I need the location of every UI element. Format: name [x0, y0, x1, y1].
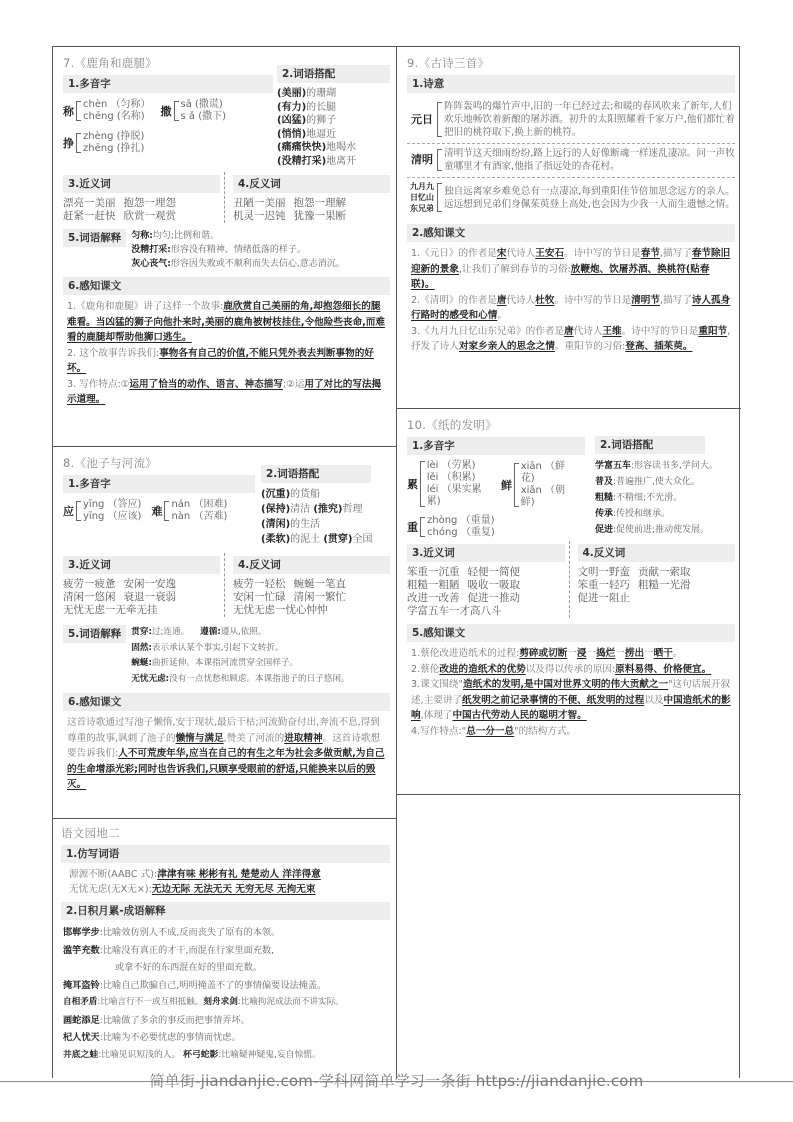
lesson9-text-body: 1.《元日》的作者是宋代诗人王安石。诗中写的节日是春节,描写了春节除旧迎新的景象,让我们了解到春节的习俗:放鞭炮、饮屠苏酒、换桃符(贴春联)。 2.《清明》的作者是唐代诗人杜牧。诗中写的节日是清明节,描写了诗人孤身行路时的感受和心情。 3.《九月九日忆山东兄弟》的作者是唐代诗人王维。诗中写的节日是重阳节,抒发了诗人对家乡亲人的思念之情。重阳节的习俗:登高、插茱萸。 — [411, 248, 731, 352]
lesson10-panel — [397, 409, 741, 795]
poem-item: 九月九日忆山东兄弟 独自远离家乡难免总有一点凄凉,每到重阳佳节倍加思念远方的亲人。远远想到兄弟们身佩茱萸登上高处,也会因为少我一人而生遗憾之情。 — [410, 182, 735, 213]
collocation-item: (保持)清洁 (推究)哲理 — [261, 504, 363, 515]
collocation-item: (有力)的长腿 — [277, 101, 337, 113]
lesson8-collocation-heading: 2.词语搭配 — [261, 465, 371, 483]
idiom-item: 井底之蛙:比喻见识短浅的人。 杯弓蛇影:比喻疑神疑鬼,妄自惊慌。 — [63, 1049, 321, 1060]
collocation-item: 粗糙:不精细;不光滑。 — [595, 493, 683, 503]
garden2-imitate-heading: 1.仿写词语 — [61, 845, 390, 863]
lesson7-explain-heading: 5.词语解释 — [63, 229, 126, 247]
collocation-item: (痛痛快快)地喝水 — [277, 142, 357, 153]
poem-list — [407, 97, 735, 218]
bracket-icon — [437, 183, 442, 212]
lesson7-antonyms-heading: 4.反义词 — [233, 175, 390, 193]
lesson8-panel — [53, 447, 397, 819]
polyphone-group: 撒 sā (撒谎) s ǎ (撒下) — [160, 99, 227, 122]
bracket-icon — [437, 149, 442, 171]
collocation-item: (美丽)的珊瑚 — [277, 88, 337, 99]
idiom-item: 杞人忧天:比喻为不必要忧虑的事情而忧虑。 — [63, 1032, 241, 1043]
lesson7-text-body: 1.《鹿角和鹿腿》讲了这样一个故事:鹿欣赏自己美丽的角,却抱怨细长的腿难看。当凶猛的狮子向他扑来时,美丽的鹿角被树枝挂住,令他险些丧命,而难看的鹿腿却帮助他狮口逃生。 2. 这个故事告诉我们:事物各有自己的价值,不能只凭外表去判断事物的好坏。 3. 写作特点:①运用了恰当的动作、语言、神态描写;②运用了对比的写法揭示道理。 — [67, 301, 385, 405]
lesson10-synonyms-heading: 3.近义词 — [407, 544, 565, 562]
garden2-title: 语文园地二 — [61, 826, 120, 840]
bracket-icon — [76, 101, 81, 121]
bracket-icon — [420, 461, 425, 507]
collocation-item: (沉重)的货船 — [261, 489, 321, 500]
garden2-idioms-heading: 2.日积月累-成语解释 — [61, 902, 390, 920]
lesson8-polyphone-heading: 1.多音字 — [63, 475, 255, 493]
footer-watermark: 简单街-jiandanjie.com-学科网简单学习一条街 https://jiandanjie.com — [149, 1072, 644, 1090]
lesson8-explain-heading: 5.词语解释 — [63, 625, 126, 643]
lesson9-title: 9.《古诗三首》 — [407, 56, 490, 70]
antonym-list: 疲劳一轻松 蜿蜒一笔直 安闲一忙碌 清闲一繁忙 无忧无虑一忧心忡忡 — [233, 578, 346, 616]
bracket-icon — [76, 501, 81, 521]
bracket-icon — [164, 501, 169, 521]
synonym-list: 疲劳一疲惫 安闲一安逸 清闲一悠闲 衰退一衰弱 无忧无虑一无牵无挂 — [63, 578, 176, 616]
lesson7-polyphone-heading: 1.多音字 — [63, 75, 273, 93]
lesson10-collocation-heading: 2.词语搭配 — [595, 436, 705, 454]
collocation-item: 促进:促使前进;推动使发展。 — [595, 525, 710, 535]
polyphone-group: 称 chèn （匀称） chēng (名称) — [63, 99, 151, 122]
lesson7-text-heading: 6.感知课文 — [63, 277, 390, 295]
idiom-item: 滥竽充数:比喻没有真正的才干,而混在行家里面充数, — [63, 944, 275, 956]
bracket-icon — [174, 101, 179, 121]
polyphone-group: 重 zhòng （重量) chóng （重复) — [407, 515, 495, 538]
lesson10-text-body: 1.蔡伦改进造纸术的过程:剪碎或切断一浸一捣烂一捞出一晒干。 2.蔡伦改进的造纸术的优势以及得以传承的原因:原料易得、价格便宜。 3.课文围绕"造纸术的发明,是中国对世界文明的伟大贡献之一"这句话展开叙述,主要讲了纸发明之前记录事情的不便、纸发明的过程以及中国造纸术的影响,体现了中国古代劳动人民的聪明才智。 4.写作特点:"总一分一总"的结构方式。 — [411, 648, 731, 737]
collocation-item: (没精打采)地离开 — [277, 155, 357, 167]
lesson7-synonyms-heading: 3.近义词 — [63, 175, 220, 193]
collocation-item: (清闲)的生活 — [261, 519, 321, 530]
lesson9-text-heading: 2.感知课文 — [407, 224, 735, 242]
lesson8-text-heading: 6.感知课文 — [63, 693, 390, 711]
lesson10-title: 10.《纸的发明》 — [407, 418, 497, 432]
bracket-icon — [420, 517, 425, 537]
lesson7-title: 7.《鹿角和鹿腿》 — [63, 56, 158, 70]
collocation-item: 学富五车:形容读书多,学问大。 — [595, 461, 718, 471]
lesson9-meaning-heading: 1.诗意 — [407, 75, 735, 93]
lesson9-panel — [397, 47, 741, 409]
collocation-item: 普及:普遍推广,使大众化。 — [595, 477, 700, 487]
lesson10-polyphone-heading: 1.多音字 — [407, 437, 585, 455]
collocation-item: (柔软)的泥土 (贯穿)全国 — [261, 534, 373, 545]
synonym-list: 漂亮一美丽 抱怨一埋怨 赶紧一赶快 欣赏一观赏 — [63, 197, 176, 222]
idiom-item: 邯郸学步:比喻效仿别人不成,反而丧失了原有的本领。 — [63, 927, 281, 938]
synonym-list: 笨重一沉重 轻便一简便 粗糙一粗陋 吸收一吸取 改进一改善 促进一推动 学富五车一才高八斗 — [407, 566, 520, 617]
lesson7-collocation-heading: 2.词语搭配 — [277, 65, 390, 83]
collocation-item: (凶猛)的狮子 — [277, 115, 337, 126]
idiom-item: 自相矛盾:比喻言行不一或互相抵触。刻舟求剑:比喻拘泥成法而不讲实际。 — [63, 997, 344, 1007]
collocation-item: (悄悄)地逼近 — [277, 128, 337, 140]
antonym-list: 文明一野蛮 贡献一索取 笨重一轻巧 粗糙一光滑 促进一阻止 — [577, 566, 691, 604]
imitate-row: 源源不断(AABC 式):津津有味 彬彬有礼 楚楚动人 洋洋得意 — [69, 869, 321, 880]
garden2-panel — [53, 819, 397, 1079]
poem-item: 清明 清明节这天细雨纷纷,路上远行的人好像断魂一样迷乱凄凉。问一声牧童哪里才有酒家,他指了指远处的杏花村。 — [407, 144, 735, 178]
lesson8-synonyms-heading: 3.近义词 — [63, 556, 220, 574]
bracket-icon — [76, 133, 81, 153]
study-sheet — [52, 46, 740, 1078]
poem-item: 元日 阵阵轰鸣的爆竹声中,旧的一年已经过去;和暖的春风吹来了新年,人们欢乐地畅饮着新酿的屠苏酒。初升的太阳照耀着千家万户,他们都忙着把旧的桃符取下,换上新的桃符。 — [407, 97, 735, 144]
explain-list: 匀称:均匀;比例和谐。 没精打采:形容没有精神、情绪低落的样子。 灰心丧气:形容因失败或不顺利而失去信心,意志消沉。 — [131, 231, 345, 269]
idiom-list: 邯郸学步:比喻效仿别人不成,反而丧失了原有的本领。 滥竽充数:比喻没有真正的才干,而混在行家里面充数, 或拿不好的东西混在好的里面充数。 掩耳盗铃:比喻自己欺骗自己,明明掩盖不了的事情偏要设法掩盖。 自相矛盾:比喻言行不一或互相抵触。刻舟求剑:比喻拘泥成法而不讲实际。 画蛇添足:比喻做了多余的事反而把事情弄坏。 杞人忧天:比喻为不必要忧虑的事情而忧虑。 井底之蛙:比喻见识短浅的人。 杯弓蛇影:比喻疑神疑鬼,妄自惊慌。 — [61, 924, 390, 1064]
polyphone-group: 难 nán （困难) nàn （苦难) — [151, 499, 228, 522]
polyphone-group: 鲜 xiān （鲜花) xiǎn （朝鲜) — [500, 461, 566, 508]
lesson10-text-heading: 5.感知课文 — [407, 624, 735, 642]
lesson8-antonyms-heading: 4.反义词 — [233, 556, 390, 574]
bracket-icon — [514, 463, 519, 507]
polyphone-group: 挣 zhèng (挣脱) zhēng (挣扎) — [63, 131, 145, 154]
antonym-list: 丑陋一美丽 抱怨一理解 机灵一迟钝 犹豫一果断 — [233, 197, 346, 222]
lesson8-title: 8.《池子与河流》 — [63, 456, 158, 470]
idiom-item: 掩耳盗铃:比喻自己欺骗自己,明明掩盖不了的事情偏要设法掩盖。 — [63, 979, 327, 991]
explain-list: 贯穿:过;连通。 遵循:遵从,依照。 固然:表示承认某个事实,引起下文转折。 蜿蜒:曲折延伸。本课指河流贯穿全国样子。 无忧无虑:没有一点忧愁和顾虑。本课指池子的日子悠闲。 — [131, 627, 350, 684]
lesson7-panel — [53, 47, 397, 447]
imitate-row: 无忧无虑(无X无×):无边无际 无法无天 无穷无尽 无拘无束 — [69, 884, 316, 895]
bracket-icon — [437, 102, 442, 137]
idiom-item: 画蛇添足:比喻做了多余的事反而把事情弄坏。 — [63, 1014, 250, 1026]
polyphone-group: 应 yīng （答应) yīng （应该) — [63, 499, 142, 522]
lesson8-text-body: 这首诗歌通过写池子懒惰,安于现状,最后干枯;河流勤奋付出,奔流不息,得到尊重的故事,讽刺了池子的懒惰与满足,赞美了河流的进取精神。这首诗歌想要告诉我们:人不可荒废年华,应当在自己的有生之年为社会多做贡献,为自己的生命增添光彩;同时也告诉我们,只顾享受眼前的舒适,只能换来以后的毁灭。 — [67, 717, 385, 790]
lesson10-antonyms-heading: 4.反义词 — [578, 544, 736, 562]
collocation-item: 传承:传授和继承。 — [595, 509, 671, 519]
polyphone-group: 累 lèi （劳累) lěi （积累) léi （果实累累) — [407, 460, 482, 507]
